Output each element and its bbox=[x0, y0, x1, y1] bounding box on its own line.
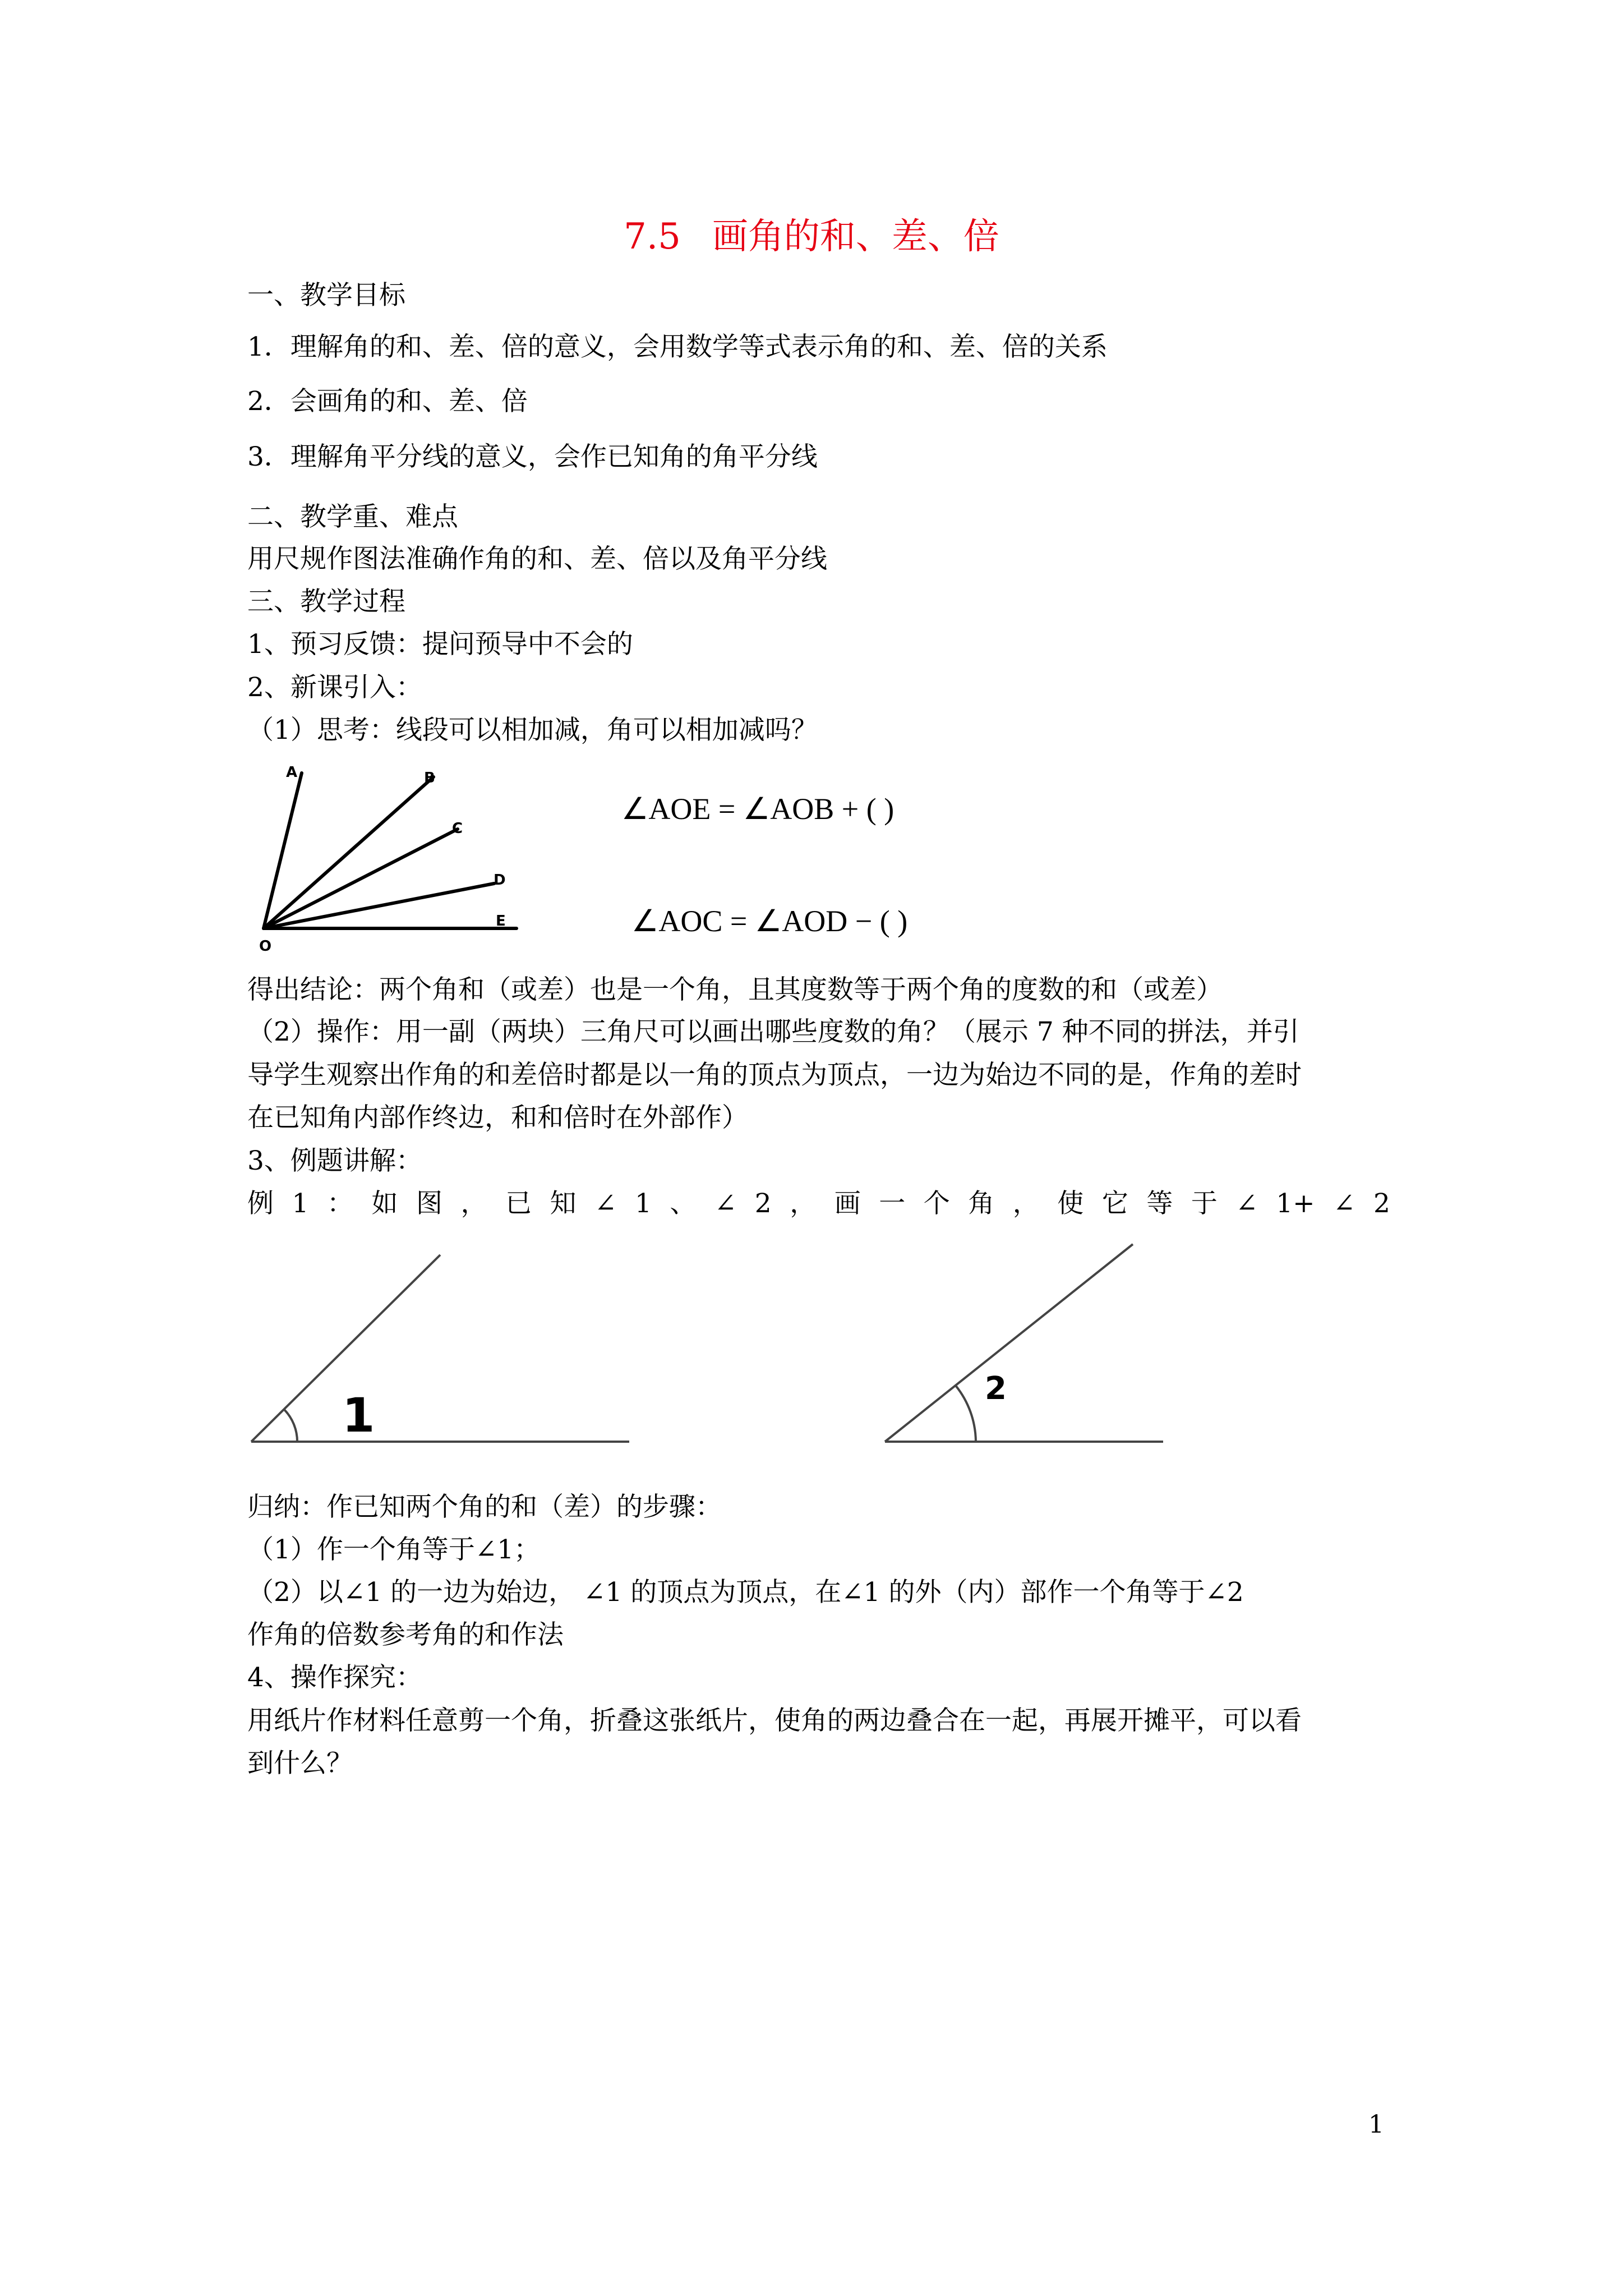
summary-heading: 归纳：作已知两个角的和（差）的步骤： bbox=[247, 1492, 722, 1522]
title-number: 7.5 bbox=[624, 216, 681, 257]
equation-2: ∠AOC = ∠AOD − ( ) bbox=[631, 904, 908, 938]
goal-1: 1．理解角的和、差、倍的意义，会用数学等式表示角的和、差、倍的关系 bbox=[247, 332, 1108, 362]
example-1-statement: 例 1 ： 如 图 ， 已 知 ∠ 1 、 ∠ 2 ， 画 一 个 角 ， 使 它 等 于 ∠ 1+ ∠ 2 bbox=[247, 1188, 1390, 1219]
angle-1-label: 1 bbox=[342, 1388, 375, 1443]
operation-line-2: 导学生观察出作角的和差倍时都是以一角的顶点为顶点，一边为始边不同的是，作角的差时 bbox=[247, 1060, 1302, 1091]
label-a: A bbox=[286, 764, 298, 781]
operation-line-3: 在已知角内部作终边，和和倍时在外部作） bbox=[247, 1102, 748, 1133]
angle-2-figure bbox=[880, 1240, 1172, 1447]
ray-oa bbox=[264, 773, 302, 928]
section-heading-goals: 一、教学目标 bbox=[247, 280, 405, 311]
summary-step-1: （1）作一个角等于∠1； bbox=[247, 1534, 541, 1565]
label-d: D bbox=[494, 872, 506, 889]
explore-line-1: 用纸片作材料任意剪一个角，折叠这张纸片，使角的两边叠合在一起，再展开摊平，可以看 bbox=[247, 1705, 1302, 1736]
step-3: 3、例题讲解： bbox=[247, 1145, 422, 1176]
rays-figure bbox=[247, 760, 538, 956]
key-points-body: 用尺规作图法准确作角的和、差、倍以及角平分线 bbox=[247, 544, 827, 574]
page-title bbox=[0, 214, 1623, 259]
label-e: E bbox=[496, 913, 506, 930]
step-2: 2、新课引入： bbox=[247, 672, 422, 703]
angle-1-figure bbox=[247, 1245, 634, 1447]
step-1: 1、预习反馈：提问预导中不会的 bbox=[247, 629, 633, 660]
label-o: O bbox=[259, 938, 272, 955]
conclusion: 得出结论：两个角和（或差）也是一个角，且其度数等于两个角的度数的和（或差） bbox=[247, 974, 1223, 1005]
step-4: 4、操作探究： bbox=[247, 1662, 422, 1693]
goal-3: 3．理解角平分线的意义，会作已知角的角平分线 bbox=[247, 441, 818, 472]
angle-2-label: 2 bbox=[985, 1370, 1007, 1407]
summary-note: 作角的倍数参考角的和作法 bbox=[247, 1619, 564, 1650]
think-question: （1）思考：线段可以相加减，角可以相加减吗？ bbox=[247, 715, 818, 746]
title-text: 画角的和、差、倍 bbox=[712, 216, 999, 257]
ray-od bbox=[264, 884, 494, 928]
equation-1: ∠AOE = ∠AOB + ( ) bbox=[621, 792, 895, 826]
summary-step-2: （2）以∠1 的一边为始边， ∠1 的顶点为顶点，在∠1 的外（内）部作一个角等于∠2 bbox=[247, 1577, 1244, 1608]
section-heading-process: 三、教学过程 bbox=[247, 586, 405, 617]
goal-2: 2．会画角的和、差、倍 bbox=[247, 386, 528, 417]
section-heading-key-points: 二、教学重、难点 bbox=[247, 501, 458, 532]
label-c: C bbox=[452, 820, 463, 837]
page-number: 1 bbox=[1368, 2110, 1384, 2139]
label-b: B bbox=[424, 770, 435, 786]
explore-line-2: 到什么？ bbox=[247, 1748, 353, 1779]
operation-line-1: （2）操作：用一副（两块）三角尺可以画出哪些度数的角？（展示 7 种不同的拼法，并引 bbox=[247, 1016, 1299, 1047]
